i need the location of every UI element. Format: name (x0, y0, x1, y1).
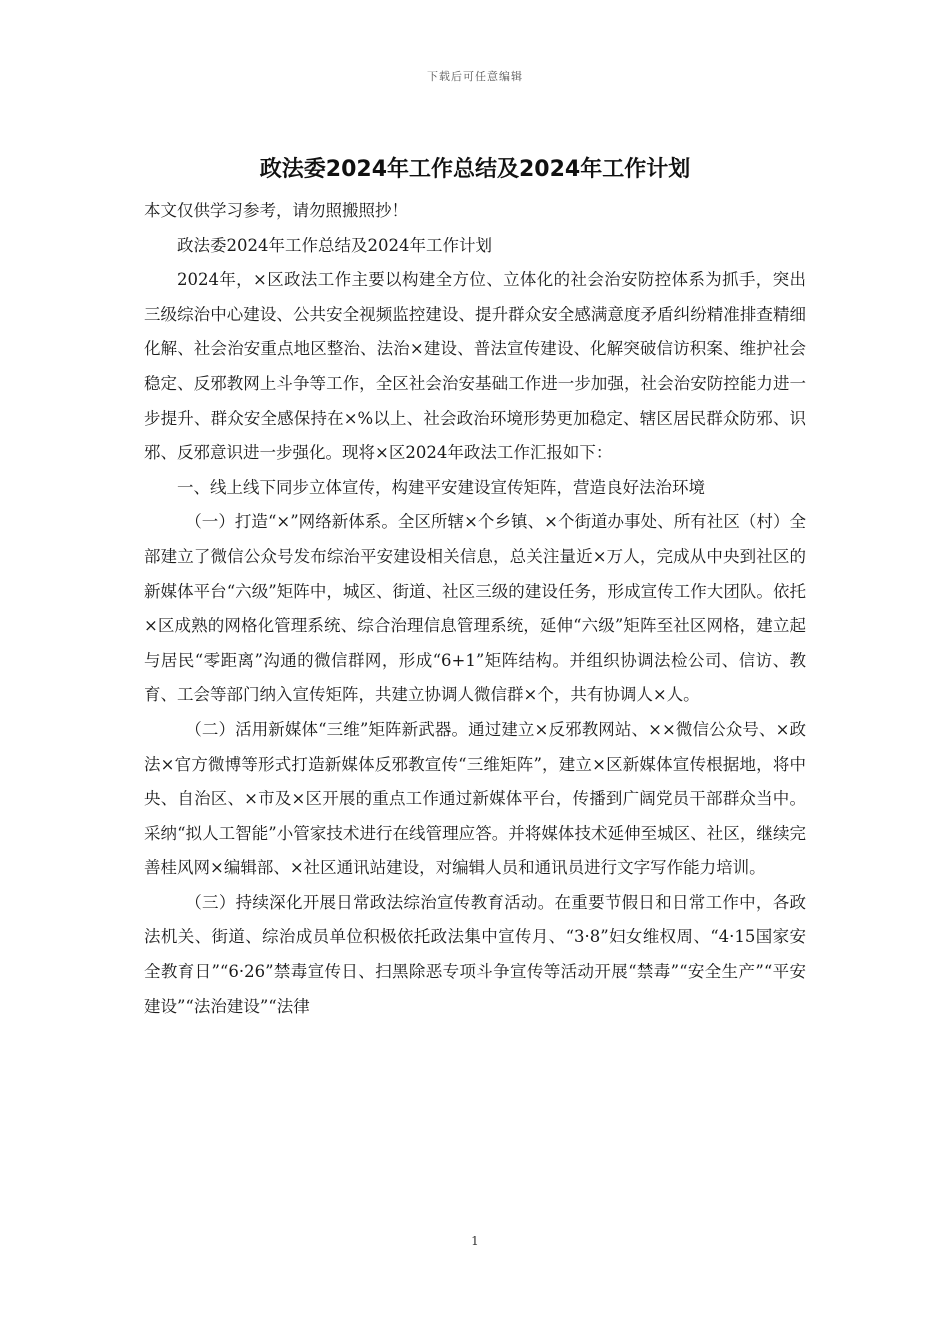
subsection-paragraph-2: （二）活用新媒体“三维”矩阵新武器。通过建立×反邪教网站、××微信公众号、×政法×官方微博等形式打造新媒体反邪教宣传“三维矩阵”，建立×区新媒体宣传根据地，将中央、自治区、×市及×区开展的重点工作通过新媒体平台，传播到广阔党员干部群众当中。采纳“拟人工智能”小管家技术进行在线管理应答。并将媒体技术延伸至城区、社区，继续完善桂风网×编辑部、×社区通讯站建设，对编辑人员和通讯员进行文字写作能力培训。 (144, 719, 806, 878)
subsection-paragraph-3: （三）持续深化开展日常政法综治宣传教育活动。在重要节假日和日常工作中，各政法机关、街道、综治成员单位积极依托政法集中宣传月、“3·8”妇女维权周、“4·15国家安全教育日”“6·26”禁毒宣传日、扫黑除恶专项斗争宣传等活动开展“禁毒”“安全生产”“平安建设”“法治建设”“法律 (144, 892, 806, 1016)
intro-paragraph: 2024年，×区政法工作主要以构建全方位、立体化的社会治安防控体系为抓手，突出三级综治中心建设、公共安全视频监控建设、提升群众安全感满意度矛盾纠纷精准排查精细化解、社会治安重点地区整治、法治×建设、普法宣传建设、化解突破信访积案、维护社会稳定、反邪教网上斗争等工作，全区社会治安基础工作进一步加强，社会治安防控能力进一步提升、群众安全感保持在×%以上、社会政治环境形势更加稳定、辖区居民群众防邪、识邪、反邪意识进一步强化。现将×区2024年政法工作汇报如下： (144, 270, 806, 463)
subtitle-paragraph: 政法委2024年工作总结及2024年工作计划 (177, 235, 492, 255)
document-title: 政法委2024年工作总结及2024年工作计划 (259, 157, 691, 182)
document-body (144, 194, 806, 1024)
disclaimer-paragraph: 本文仅供学习参考，请勿照搬照抄！ (144, 201, 408, 220)
subsection-paragraph-1: （一）打造“×”网络新体系。全区所辖×个乡镇、×个街道办事处、所有社区（村）全部建立了微信公众号发布综治平安建设相关信息，总关注量近×万人，完成从中央到社区的新媒体平台“六级”矩阵中，城区、街道、社区三级的建设任务，形成宣传工作大团队。依托×区成熟的网格化管理系统、综合治理信息管理系统，延伸“六级”矩阵至社区网格，建立起与居民“零距离”沟通的微信群网，形成“6+1”矩阵结构。并组织协调法检公司、信访、教育、工会等部门纳入宣传矩阵，共建立协调人微信群×个，共有协调人×人。 (144, 512, 806, 705)
section-heading: 一、线上线下同步立体宣传，构建平安建设宣传矩阵，营造良好法治环境 (177, 477, 705, 497)
page-number: 1 (471, 1234, 479, 1248)
header-note: 下载后可任意编辑 (427, 70, 523, 83)
